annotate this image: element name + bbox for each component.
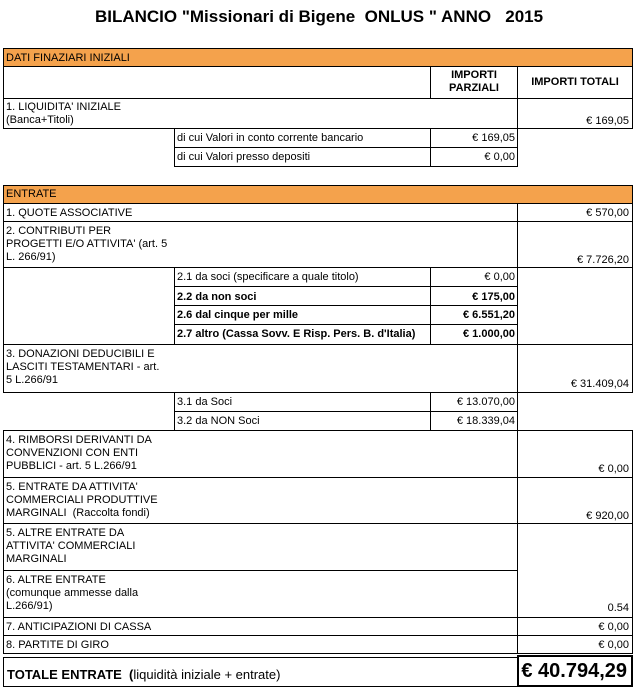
contributi-sub-3-value: € 6.551,20 <box>463 309 515 321</box>
col-parziali-label: IMPORTI PARZIALI <box>449 69 499 94</box>
rimborsi-label: 4. RIMBORSI DERIVANTI DA CONVENZIONI CON ENTI PUBBLICI - art. 5 L.266/91 <box>6 434 152 472</box>
contributi-sub-3-label: 2.6 dal cinque per mille <box>177 309 299 321</box>
entrate-header-label: ENTRATE <box>6 188 57 200</box>
donazioni-sub-1-value: € 13.070,00 <box>456 396 515 408</box>
liquidita-total: € 169,05 <box>586 115 629 127</box>
sub-conto-corrente-label: di cui Valori in conto corrente bancario <box>177 132 364 144</box>
contributi-sub-2-label: 2.2 da non soci <box>177 291 257 303</box>
totale-label-rest: liquidità iniziale + entrate) <box>133 667 281 682</box>
partite-giro-total: € 0,00 <box>598 639 629 651</box>
contributi-sub-1-value: € 0,00 <box>484 271 515 283</box>
col-totali-label: IMPORTI TOTALI <box>531 76 619 88</box>
donazioni-total: € 31.409,04 <box>570 378 629 390</box>
quote-associative-label: 1. QUOTE ASSOCIATIVE <box>6 207 133 219</box>
contributi-sub-4-value: € 1.000,00 <box>463 328 515 340</box>
sub-depositi-label: di cui Valori presso depositi <box>177 151 311 163</box>
contributi-sub-1-label: 2.1 da soci (specificare a quale titolo) <box>177 271 359 283</box>
totale-value: € 40.794,29 <box>521 660 627 682</box>
contributi-sub-2-value: € 175,00 <box>472 291 515 303</box>
totale-label <box>7 667 280 682</box>
entrate-section-header <box>3 185 633 204</box>
contributi-label: 2. CONTRIBUTI PER PROGETTI E/O ATTIVITA' (art. 5 L. 266/91) <box>6 225 168 263</box>
rimborsi-total: € 0,00 <box>598 463 629 475</box>
dati-blank-header-cell <box>3 66 431 99</box>
contributi-total: € 7.726,20 <box>577 254 629 266</box>
page-title: BILANCIO "Missionari di Bigene ONLUS " ANNO 2015 <box>94 7 544 26</box>
donazioni-label: 3. DONAZIONI DEDUCIBILI E LASCITI TESTAMENTARI - art. 5 L.266/91 <box>6 348 160 386</box>
contributi-sub-spacer <box>3 267 175 345</box>
sub-depositi-value: € 0,00 <box>484 151 515 163</box>
contributi-sub-total-spacer <box>517 267 633 345</box>
entrate-commerciali-total: € 920,00 <box>586 510 629 522</box>
altre-entrate-total: 0.54 <box>607 602 629 614</box>
partite-giro-label: 8. PARTITE DI GIRO <box>6 639 109 651</box>
dati-header-label: DATI FINAZIARI INIZIALI <box>6 52 130 64</box>
donazioni-sub-2-label: 3.2 da NON Soci <box>177 415 260 427</box>
contributi-sub-4-label: 2.7 altro (Cassa Sovv. E Risp. Pers. B. d'Italia) <box>177 328 416 340</box>
totale-label-bold: TOTALE ENTRATE ( <box>7 667 134 682</box>
anticipazioni-total: € 0,00 <box>598 621 629 633</box>
donazioni-sub-2-value: € 18.339,04 <box>456 415 515 427</box>
anticipazioni-label: 7. ANTICIPAZIONI DI CASSA <box>6 621 152 633</box>
donazioni-sub-1-label: 3.1 da Soci <box>177 396 233 408</box>
sub-conto-corrente-value: € 169,05 <box>472 132 515 144</box>
altre-entrate-commerciali-label: 5. ALTRE ENTRATE DA ATTIVITA' COMMERCIALI MARGINALI <box>6 527 136 565</box>
liquidita-label: 1. LIQUIDITA' INIZIALE (Banca+Titoli) <box>6 101 121 126</box>
entrate-commerciali-label: 5. ENTRATE DA ATTIVITA' COMMERCIALI PRODUTTIVE MARGINALI (Raccolta fondi) <box>6 481 158 519</box>
altre-entrate-label: 6. ALTRE ENTRATE (comunque ammesse dalla L.266/91) <box>6 574 139 612</box>
quote-associative-total: € 570,00 <box>586 207 629 219</box>
